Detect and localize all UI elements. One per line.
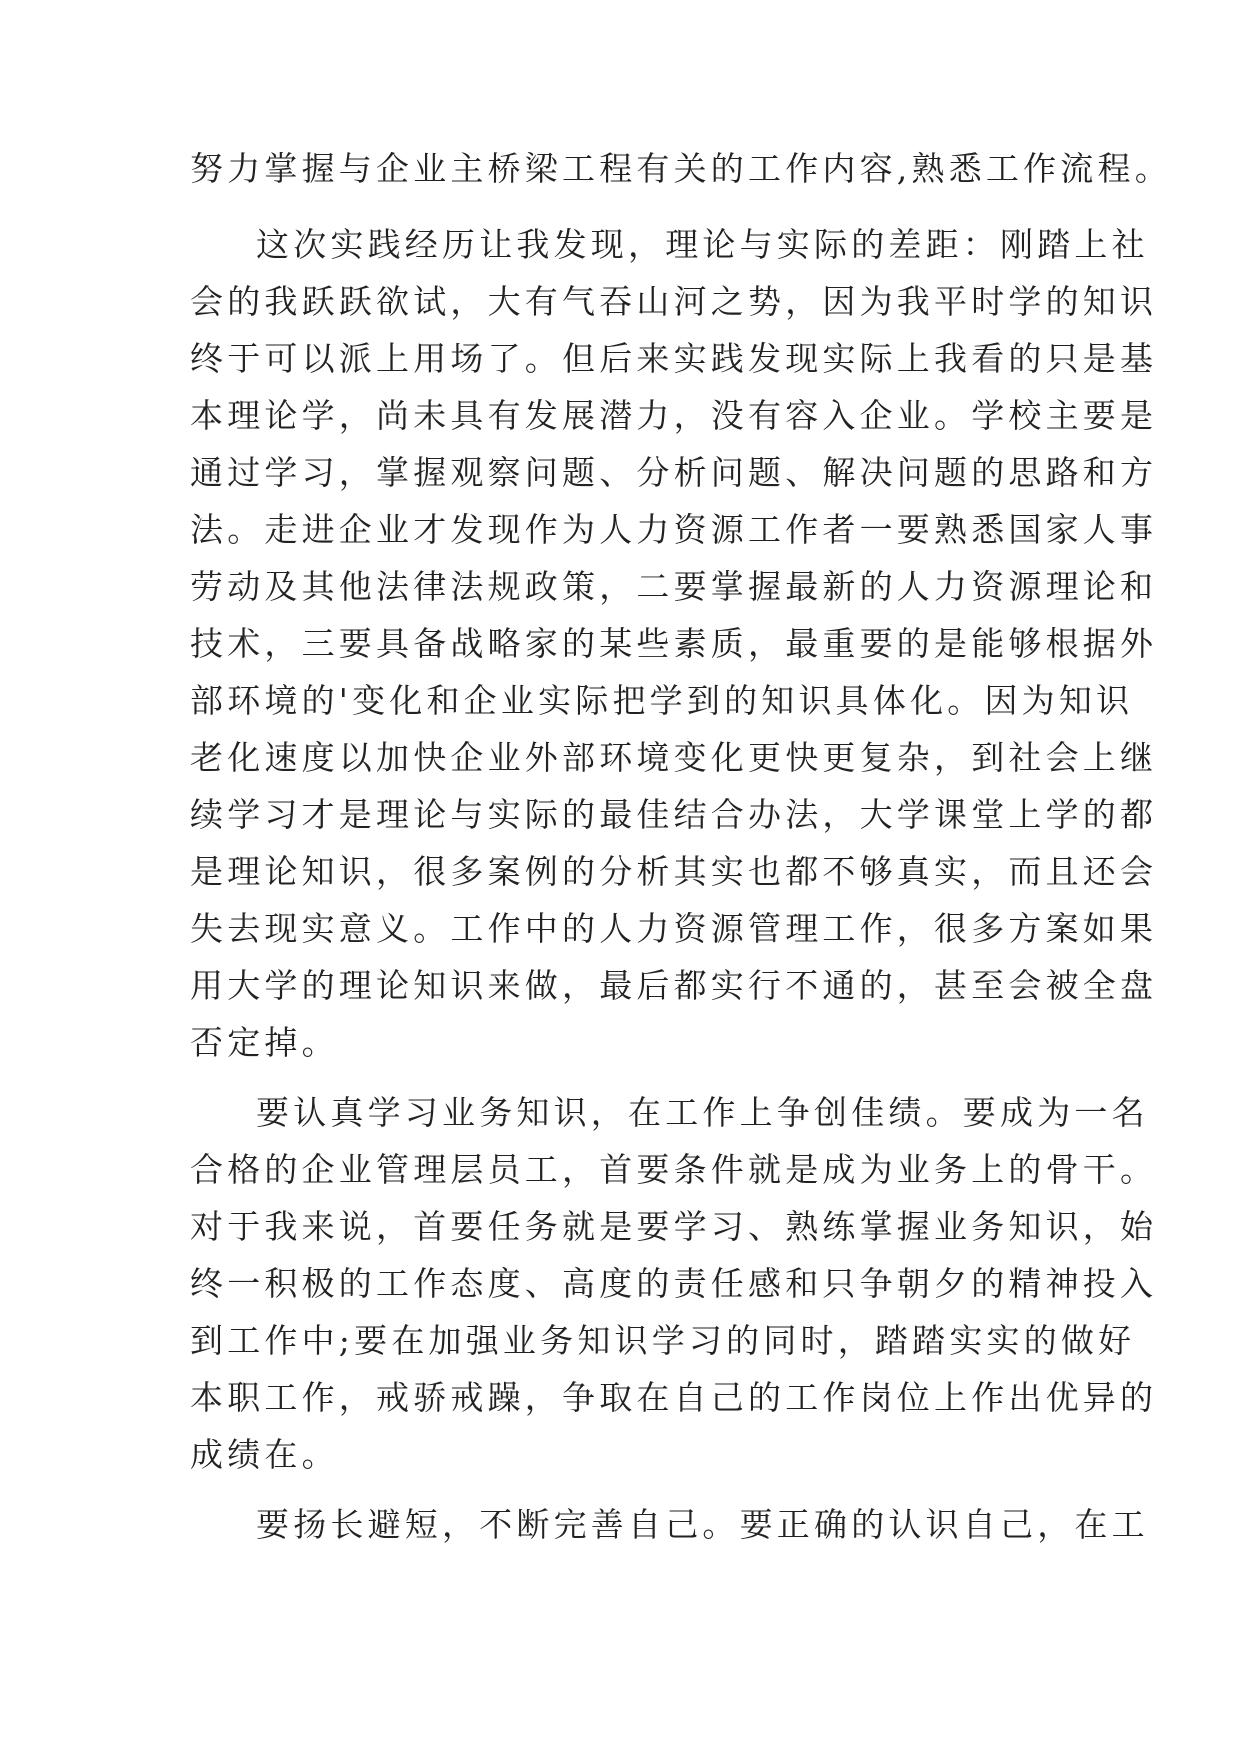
text-line: 成绩在。 bbox=[190, 1435, 339, 1474]
text-line: 合格的企业管理层员工，首要条件就是成为业务上的骨干。 bbox=[190, 1150, 1158, 1189]
text-line: 是理论知识，很多案例的分析其实也都不够真实，而且还会 bbox=[190, 852, 1158, 891]
text-line: 对于我来说，首要任务就是要学习、熟练掌握业务知识，始 bbox=[190, 1207, 1158, 1246]
paragraph-start-line: 要认真学习业务知识，在工作上争创佳绩。要成为一名 bbox=[256, 1093, 1149, 1132]
text-line: 努力掌握与企业主桥梁工程有关的工作内容,熟悉工作流程。 bbox=[190, 149, 1172, 188]
text-line: 部环境的'变化和企业实际把学到的知识具体化。因为知识 bbox=[190, 681, 1134, 720]
text-line: 终一积极的工作态度、高度的责任感和只争朝夕的精神投入 bbox=[190, 1264, 1158, 1303]
text-line: 用大学的理论知识来做，最后都实行不通的，甚至会被全盘 bbox=[190, 966, 1158, 1005]
text-line: 续学习才是理论与实际的最佳结合办法，大学课堂上学的都 bbox=[190, 795, 1158, 834]
text-line: 通过学习，掌握观察问题、分析问题、解决问题的思路和方 bbox=[190, 453, 1158, 492]
text-line: 到工作中;要在加强业务知识学习的同时，踏踏实实的做好 bbox=[190, 1321, 1136, 1360]
text-line: 会的我跃跃欲试，大有气吞山河之势，因为我平时学的知识 bbox=[190, 282, 1158, 321]
text-line: 老化速度以加快企业外部环境变化更快更复杂，到社会上继 bbox=[190, 738, 1158, 777]
text-line: 失去现实意义。工作中的人力资源管理工作，很多方案如果 bbox=[190, 909, 1158, 948]
text-line: 法。走进企业才发现作为人力资源工作者一要熟悉国家人事 bbox=[190, 510, 1158, 549]
text-line: 劳动及其他法律法规政策，二要掌握最新的人力资源理论和 bbox=[190, 567, 1158, 606]
text-line: 终于可以派上用场了。但后来实践发现实际上我看的只是基 bbox=[190, 339, 1158, 378]
paragraph-start-line: 要扬长避短，不断完善自己。要正确的认识自己，在工 bbox=[256, 1505, 1149, 1544]
text-line: 技术，三要具备战略家的某些素质，最重要的是能够根据外 bbox=[190, 624, 1158, 663]
text-line: 本理论学，尚未具有发展潜力，没有容入企业。学校主要是 bbox=[190, 396, 1158, 435]
paragraph-start-line: 这次实践经历让我发现，理论与实际的差距：刚踏上社 bbox=[256, 225, 1149, 264]
text-line: 本职工作，戒骄戒躁，争取在自己的工作岗位上作出优异的 bbox=[190, 1378, 1158, 1417]
text-line: 否定掉。 bbox=[190, 1023, 339, 1062]
